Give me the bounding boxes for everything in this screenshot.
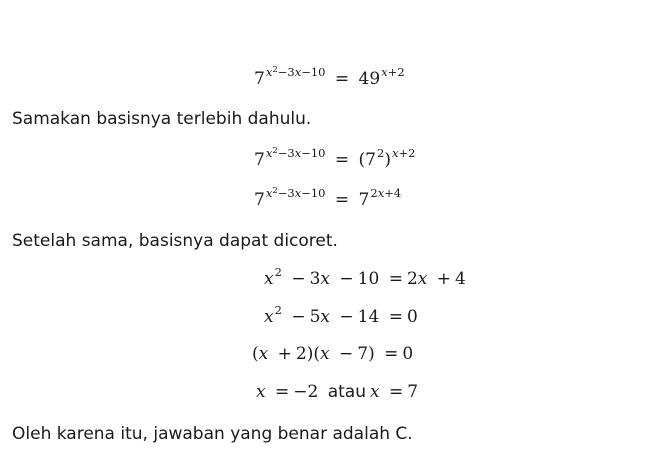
eq2-equals: =	[334, 150, 350, 170]
eq1-lhs-exponent: x2−3x−10	[265, 65, 326, 79]
eq2-rhs-open: (7	[358, 150, 376, 170]
eq1-equals: =	[334, 69, 350, 89]
paragraph-1: Samakan basisnya terlebih dahulu.	[12, 109, 312, 129]
eq1-rhs-base: 49	[358, 69, 381, 89]
paragraph-3: Oleh karena itu, jawaban yang benar adalah C.	[12, 424, 413, 444]
eq2-lhs-exponent: x2−3x−10	[265, 146, 326, 160]
eq3-rhs-base: 7	[358, 190, 370, 210]
eq1-rhs-exponent: x+2	[381, 65, 405, 79]
eq3-rhs-exponent: 2x+4	[370, 186, 402, 200]
equation-5: $x^2 - 5x - 14 = 0$	[264, 303, 418, 327]
eq2-rhs-exponent: x+2	[391, 146, 416, 160]
equation-1	[254, 65, 405, 93]
equation-2	[254, 146, 416, 174]
equation-6: (x + 2)(x − 7) = 0	[252, 344, 414, 364]
eq3-lhs-exponent: x2−3x−10	[265, 186, 326, 200]
eq3-equals: =	[334, 190, 350, 210]
equation-3	[254, 186, 402, 214]
equation-7: x = −2 atau x = 7	[256, 382, 419, 402]
eq1-lhs-base: 7	[254, 69, 265, 89]
eq2-rhs-close: )	[384, 150, 391, 170]
eq2-rhs-inner-exponent: 2	[377, 146, 385, 160]
eq2-lhs-base: 7	[254, 150, 265, 170]
paragraph-2: Setelah sama, basisnya dapat dicoret.	[12, 231, 338, 251]
equation-4: $x^2 - 3x - 10 = 2x + 4$	[264, 265, 466, 289]
eq3-lhs-base: 7	[254, 190, 265, 210]
